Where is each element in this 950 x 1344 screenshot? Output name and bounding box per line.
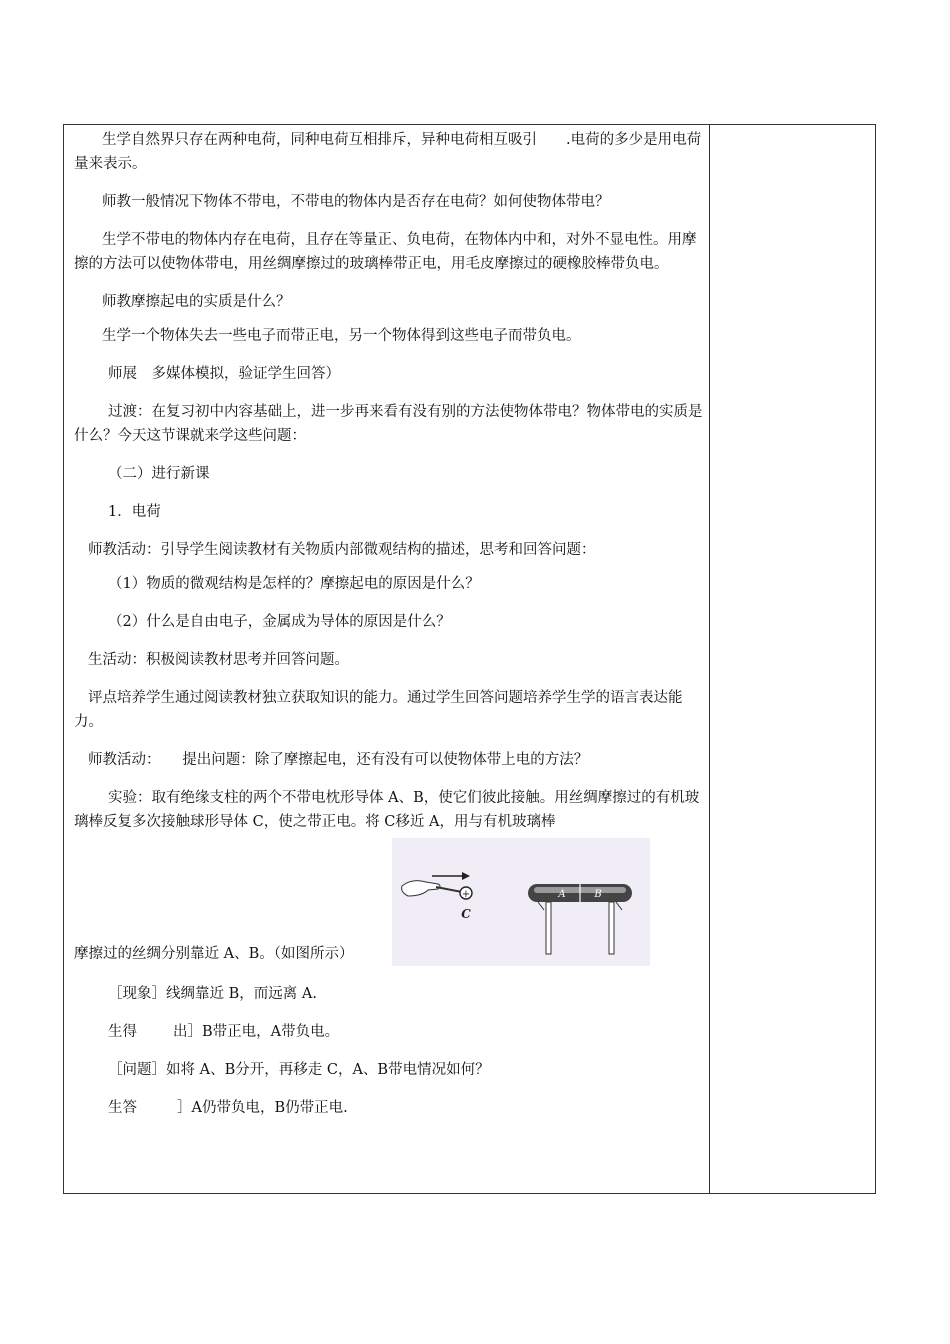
stand-a bbox=[546, 902, 551, 954]
answer-text: ］A仍带负电，B仍带正电. bbox=[177, 1100, 348, 1116]
paragraph: 生学一个物体失去一些电子而带正电，另一个物体得到这些电子而带负电。 bbox=[102, 328, 581, 344]
conclusion-text: 出］B带正电，A带负电。 bbox=[173, 1024, 340, 1040]
paragraph: 生学不带电的物体内存在电荷，且存在等量正、负电荷，在物体内中和，对外不显电性。用摩擦的方法可以使物体带电，用丝绸摩擦过的玻璃棒带正电，用毛皮摩擦过的硬橡胶棒带负电。 bbox=[74, 232, 697, 272]
conclusion bbox=[108, 1020, 704, 1044]
answer-label: 生答 bbox=[108, 1100, 137, 1116]
stand-brace bbox=[538, 902, 544, 910]
paragraph: 师教活动： 提出问题：除了摩擦起电，还有没有可以使物体带上电的方法？ bbox=[88, 752, 589, 768]
figure-row bbox=[74, 838, 704, 968]
plus-sign: + bbox=[461, 889, 471, 900]
label-c: C bbox=[461, 907, 471, 921]
stand-brace bbox=[616, 902, 622, 910]
column-divider bbox=[709, 124, 710, 1194]
insulating-rod bbox=[436, 887, 462, 892]
subsection-heading: 1．电荷 bbox=[108, 504, 161, 520]
paragraph: 过渡：在复习初中内容基础上，进一步再来看有没有别的方法使物体带电？物体带电的实质是什么？今天这节课就来学这些问题： bbox=[74, 404, 703, 444]
experiment-illustration bbox=[392, 838, 650, 966]
paragraph: 师展 多媒体模拟，验证学生回答） bbox=[108, 366, 340, 382]
paragraph: 生学自然界只存在两种电荷，同种电荷互相排斥，异种电荷相互吸引 .电荷的多少是用电荷量来表示。 bbox=[74, 132, 702, 172]
conclusion-label: 生得 bbox=[108, 1024, 137, 1040]
answer bbox=[108, 1096, 704, 1120]
question-item: （1）物质的微观结构是怎样的？摩擦起电的原因是什么？ bbox=[108, 576, 480, 592]
label-a: A bbox=[558, 889, 566, 900]
paragraph: 师教一般情况下物体不带电，不带电的物体内是否存在电荷？如何使物体带电？ bbox=[102, 194, 610, 210]
paragraph: 师教活动：引导学生阅读教材有关物质内部微观结构的描述，思考和回答问题： bbox=[88, 542, 596, 558]
question: ［问题］如将 A、B分开，再移走 C，A、B带电情况如何？ bbox=[108, 1062, 490, 1078]
experiment-figure bbox=[392, 838, 650, 966]
label-b: B bbox=[594, 889, 602, 900]
paragraph: 生活动：积极阅读教材思考并回答问题。 bbox=[88, 652, 349, 668]
lesson-content bbox=[74, 128, 704, 1120]
figure-caption: 摩擦过的丝绸分别靠近 A、B。（如图所示） bbox=[74, 946, 354, 962]
paragraph: 师教摩擦起电的实质是什么？ bbox=[102, 294, 291, 310]
question-item: （2）什么是自由电子，金属成为导体的原因是什么？ bbox=[108, 614, 451, 630]
paragraph: 评点培养学生通过阅读教材独立获取知识的能力。通过学生回答问题培养学生学的语言表达能力。 bbox=[74, 690, 683, 730]
hand-icon bbox=[402, 881, 440, 896]
observation: ［现象］线绸靠近 B，而远离 A. bbox=[108, 986, 317, 1002]
section-heading: （二）进行新课 bbox=[108, 466, 210, 482]
stand-b bbox=[609, 902, 614, 954]
paragraph: 实验：取有绝缘支柱的两个不带电枕形导体 A、B，使它们彼此接触。用丝绸摩擦过的有机玻璃棒反复多次接触球形导体 C，使之带正电。将 C移近 A，用与有机玻璃棒 bbox=[74, 790, 700, 830]
arrow-head bbox=[462, 872, 470, 880]
